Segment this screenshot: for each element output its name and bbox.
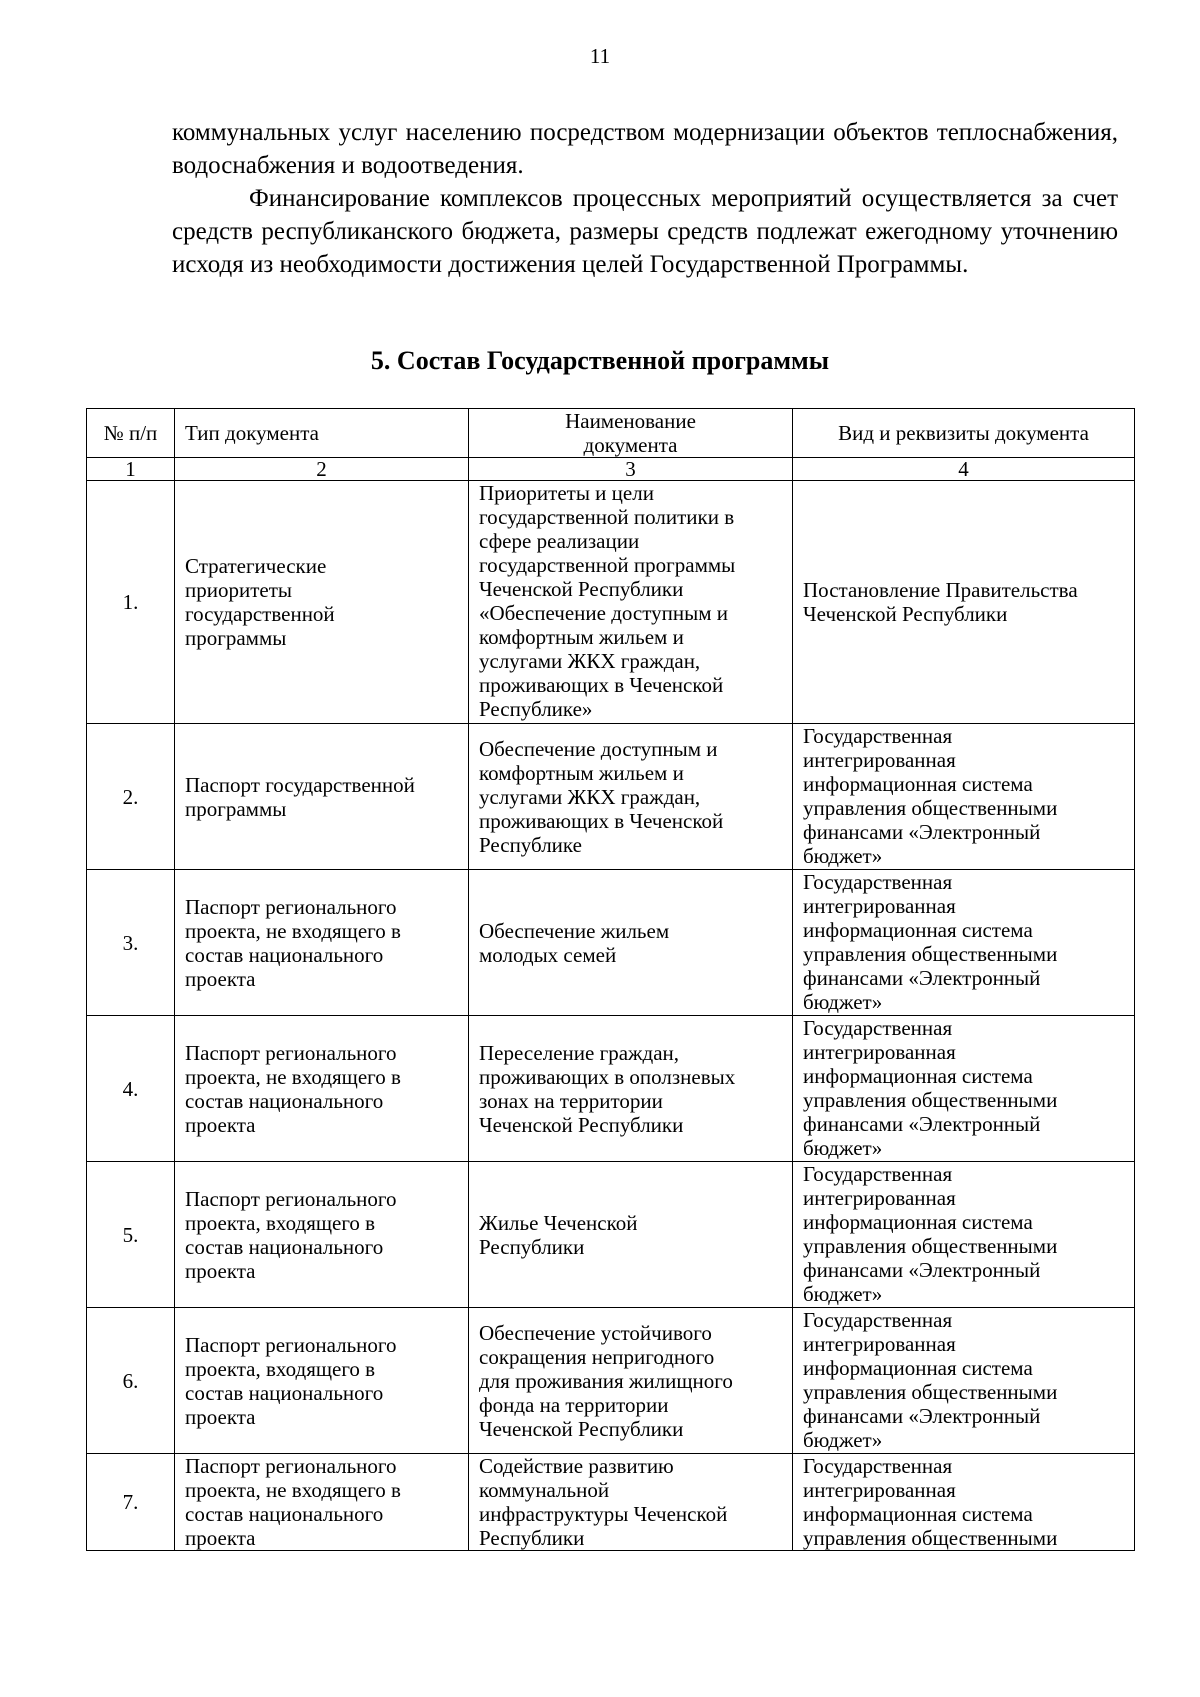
table-row (87, 724, 1135, 870)
paragraph-financing: Финансирование комплексов процессных мероприятий осуществляется за счет средств республиканского бюджета, размеры средств подлежат ежегодному уточнению исходя из необходимости достижения целей Государственной Программы. (172, 185, 1118, 278)
header-document-type: Тип документа (175, 409, 469, 458)
column-number: 1 (87, 458, 175, 481)
document-name: Обеспечение устойчивого сокращения непригодного для проживания жилищного фонда на территории Чеченской Республики (469, 1308, 793, 1454)
document-requisites: Постановление Правительства Чеченской Республики (793, 481, 1135, 724)
document-type: Стратегические приоритеты государственной программы (175, 481, 469, 724)
document-type: Паспорт регионального проекта, не входящего в состав национального проекта (175, 870, 469, 1016)
document-type: Паспорт регионального проекта, входящего в состав национального проекта (175, 1308, 469, 1454)
row-number: 7. (87, 1454, 175, 1551)
header-number: № п/п (87, 409, 175, 458)
document-requisites: Государственная интегрированная информационная система управления общественными финансами «Электронный бюджет» (793, 870, 1135, 1016)
document-requisites: Государственная интегрированная информационная система управления общественными (793, 1454, 1135, 1551)
row-number: 3. (87, 870, 175, 1016)
page-number: 11 (589, 44, 611, 68)
table-row (87, 1454, 1135, 1551)
section-title: 5. Состав Государственной программы (370, 346, 830, 375)
table-row (87, 870, 1135, 1016)
table-row (87, 1016, 1135, 1162)
document-name: Обеспечение жильем молодых семей (469, 870, 793, 1016)
column-number: 3 (469, 458, 793, 481)
document-requisites: Государственная интегрированная информационная система управления общественными финансами «Электронный бюджет» (793, 1308, 1135, 1454)
document-type: Паспорт государственной программы (175, 724, 469, 870)
document-type: Паспорт регионального проекта, входящего в состав национального проекта (175, 1162, 469, 1308)
table-header-row (87, 409, 1135, 458)
table-row (87, 1308, 1135, 1454)
document-name: Переселение граждан, проживающих в оползневых зонах на территории Чеченской Республики (469, 1016, 793, 1162)
row-number: 5. (87, 1162, 175, 1308)
table-row (87, 481, 1135, 724)
row-number: 4. (87, 1016, 175, 1162)
table-row (87, 1162, 1135, 1308)
header-document-name: Наименование документа (469, 409, 793, 458)
row-number: 2. (87, 724, 175, 870)
column-number-row (87, 458, 1135, 481)
document-name: Содействие развитию коммунальной инфраструктуры Чеченской Республики (469, 1454, 793, 1551)
document-name: Обеспечение доступным и комфортным жильем и услугами ЖКХ граждан, проживающих в Чеченской Республике (469, 724, 793, 870)
document-name: Приоритеты и цели государственной политики в сфере реализации государственной программы Чеченской Республики «Обеспечение доступным и комфортным жильем и услугами ЖКХ граждан, проживающих в Чеченской Республике» (469, 481, 793, 724)
document-requisites: Государственная интегрированная информационная система управления общественными финансами «Электронный бюджет» (793, 724, 1135, 870)
document-type: Паспорт регионального проекта, не входящего в состав национального проекта (175, 1016, 469, 1162)
document-requisites: Государственная интегрированная информационная система управления общественными финансами «Электронный бюджет» (793, 1016, 1135, 1162)
document-type: Паспорт регионального проекта, не входящего в состав национального проекта (175, 1454, 469, 1551)
document-name: Жилье Чеченской Республики (469, 1162, 793, 1308)
column-number: 4 (793, 458, 1135, 481)
document-requisites: Государственная интегрированная информационная система управления общественными финансами «Электронный бюджет» (793, 1162, 1135, 1308)
row-number: 6. (87, 1308, 175, 1454)
program-composition-table (86, 408, 1135, 1551)
header-document-requisites: Вид и реквизиты документа (793, 409, 1135, 458)
row-number: 1. (87, 481, 175, 724)
paragraph-continuation: коммунальных услуг населению посредством модернизации объектов теплоснабжения, водоснабжения и водоотведения. (172, 119, 1118, 179)
column-number: 2 (175, 458, 469, 481)
